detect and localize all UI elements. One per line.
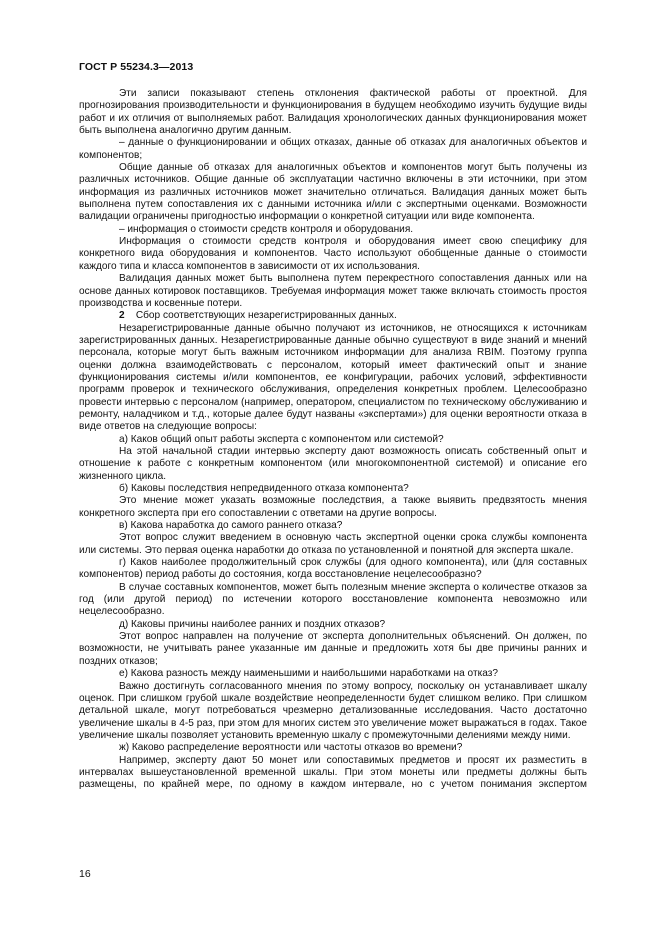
- question: а) Каков общий опыт работы эксперта с компонентом или системой?: [119, 433, 444, 445]
- paragraph: Незарегистрированные данные обычно получают из источников, не относящихся к источникам зарегистрированных данных. Незарегистрированные данные обычно существуют в виде знаний и мнений персонала, которые могут быть важным источником информации для анализа RBIM. Поэтому группа оценки должна взаимодействовать с персоналом, который имеет фактический опыт и знание функционирования системы и/или компонентов, ее конфигурации, рабочих условий, эффективности программ проверок и технического обслуживания, определения конкретных проблем. Целесообразно провести интервью с персоналом (например, оператором, специалистом по техническому обслуживанию и ремонту, наладчиком и т.д., которые далее будут названы «экспертами») для оценки вероятности отказа в виде ответов на следующие вопросы:: [79, 322, 587, 433]
- page-number: 16: [79, 868, 91, 880]
- paragraph: Этот вопрос направлен на получение от эксперта дополнительных объяснений. Он должен, по возможности, не учитывать ранее указанные им данные и предложить хотя бы две причины ранних и поздних отказов;: [79, 631, 587, 667]
- numbered-item: [79, 310, 587, 322]
- paragraph: Валидация данных может быть выполнена путем перекрестного сопоставления данных или на основе данных котировок поставщиков. Требуемая информация может также включать стоимость простоя производства и косвенные потери.: [79, 273, 587, 309]
- question: ж) Каково распределение вероятности или частоты отказов во времени?: [119, 742, 463, 754]
- paragraph: Это мнение может указать возможные последствия, а также выявить предвзятость мнения конкретного эксперта при его сопоставлении с ответами на другие вопросы.: [79, 495, 587, 519]
- paragraph: Например, эксперту дают 50 монет или сопоставимых предметов и просят их разместить в интервалах вышеустановленной временной шкалы. При этом монеты или предметы должны быть размещены, по крайней мере, по одному в каждом интервале, но с учетом понимания экспертом: [79, 754, 587, 791]
- document-header: ГОСТ Р 55234.3—2013: [79, 61, 194, 73]
- question: г) Каков наиболее продолжительный срок службы (для одного компонента), или (для составных компонентов) период работы до состояния, когда восстановление нецелесообразно?: [79, 557, 587, 581]
- document-body: [79, 88, 587, 792]
- item-number: 2: [119, 310, 125, 322]
- paragraph: На этой начальной стадии интервью эксперту дают возможность описать собственный опыт и отношение к работе с конкретным компонентом (или многокомпонентной системой) и описание его жизненного цикла.: [79, 445, 587, 482]
- question: д) Каковы причины наиболее ранних и поздних отказов?: [119, 618, 386, 630]
- paragraph: Информация о стоимости средств контроля и оборудования имеет свою специфику для конкретного вида оборудования и компонентов. Часто используют обобщенные данные о стоимости каждого типа и класса компонентов в зависимости от их использования.: [79, 236, 587, 272]
- question: б) Каковы последствия непредвиденного отказа компонента?: [119, 483, 409, 494]
- list-item: – данные о функционировании и общих отказах, данные об отказах для аналогичных объектов и компонентов;: [79, 137, 587, 161]
- paragraph: Важно достигнуть согласованного мнения по этому вопросу, поскольку он устанавливает шкалу оценок. При слишком грубой шкале воздействие неопределенности будет слишком велико. При слишком детальной шкале, могут потребоваться чрезмерно детализованные исследования. Часто достаточно увеличение шкалы в 4-5 раз, при этом для многих систем это увеличение может выражаться в годах. Такое увеличение шкалы позволяет установить временную шкалу с промежуточными делениями между ними.: [79, 680, 587, 741]
- item-text: Сбор соответствующих незарегистрированных данных.: [135, 310, 397, 322]
- paragraph: Общие данные об отказах для аналогичных объектов и компонентов могут быть получены из различных источников. Общие данные об эксплуатации частично включены в эти источники, при этом информация из различных источников может значительно отличаться. Валидация данных может быть выполнена путем сопоставления их с данными источника и/или с экспертными оценками. Возможности валидации ограничены пригодностью информации о конкретной ситуации или виде компонента.: [79, 162, 587, 223]
- list-item: – информация о стоимости средств контроля и оборудования.: [119, 223, 414, 235]
- paragraph: Этот вопрос служит введением в основную часть экспертной оценки срока службы компонента или системы. Это первая оценка наработки до отказа по установленной и понятной для эксперта шкале.: [79, 532, 587, 556]
- paragraph: В случае составных компонентов, может быть полезным мнение эксперта о количестве отказов за год (или другой период) по истечении которого восстановление компонента невозможно или нецелесообразно.: [79, 581, 587, 618]
- question: в) Какова наработка до самого раннего отказа?: [119, 520, 343, 532]
- paragraph: Эти записи показывают степень отклонения фактической работы от проектной. Для прогнозирования производительности и функционирования в будущем необходимо изучить будущие виды работ и их отличия от выполняемых работ. Валидация хронологических данных функционирования может быть выполнена аналогично другим данным.: [79, 88, 587, 137]
- question: е) Какова разность между наименьшими и наибольшими наработками на отказ?: [119, 668, 498, 680]
